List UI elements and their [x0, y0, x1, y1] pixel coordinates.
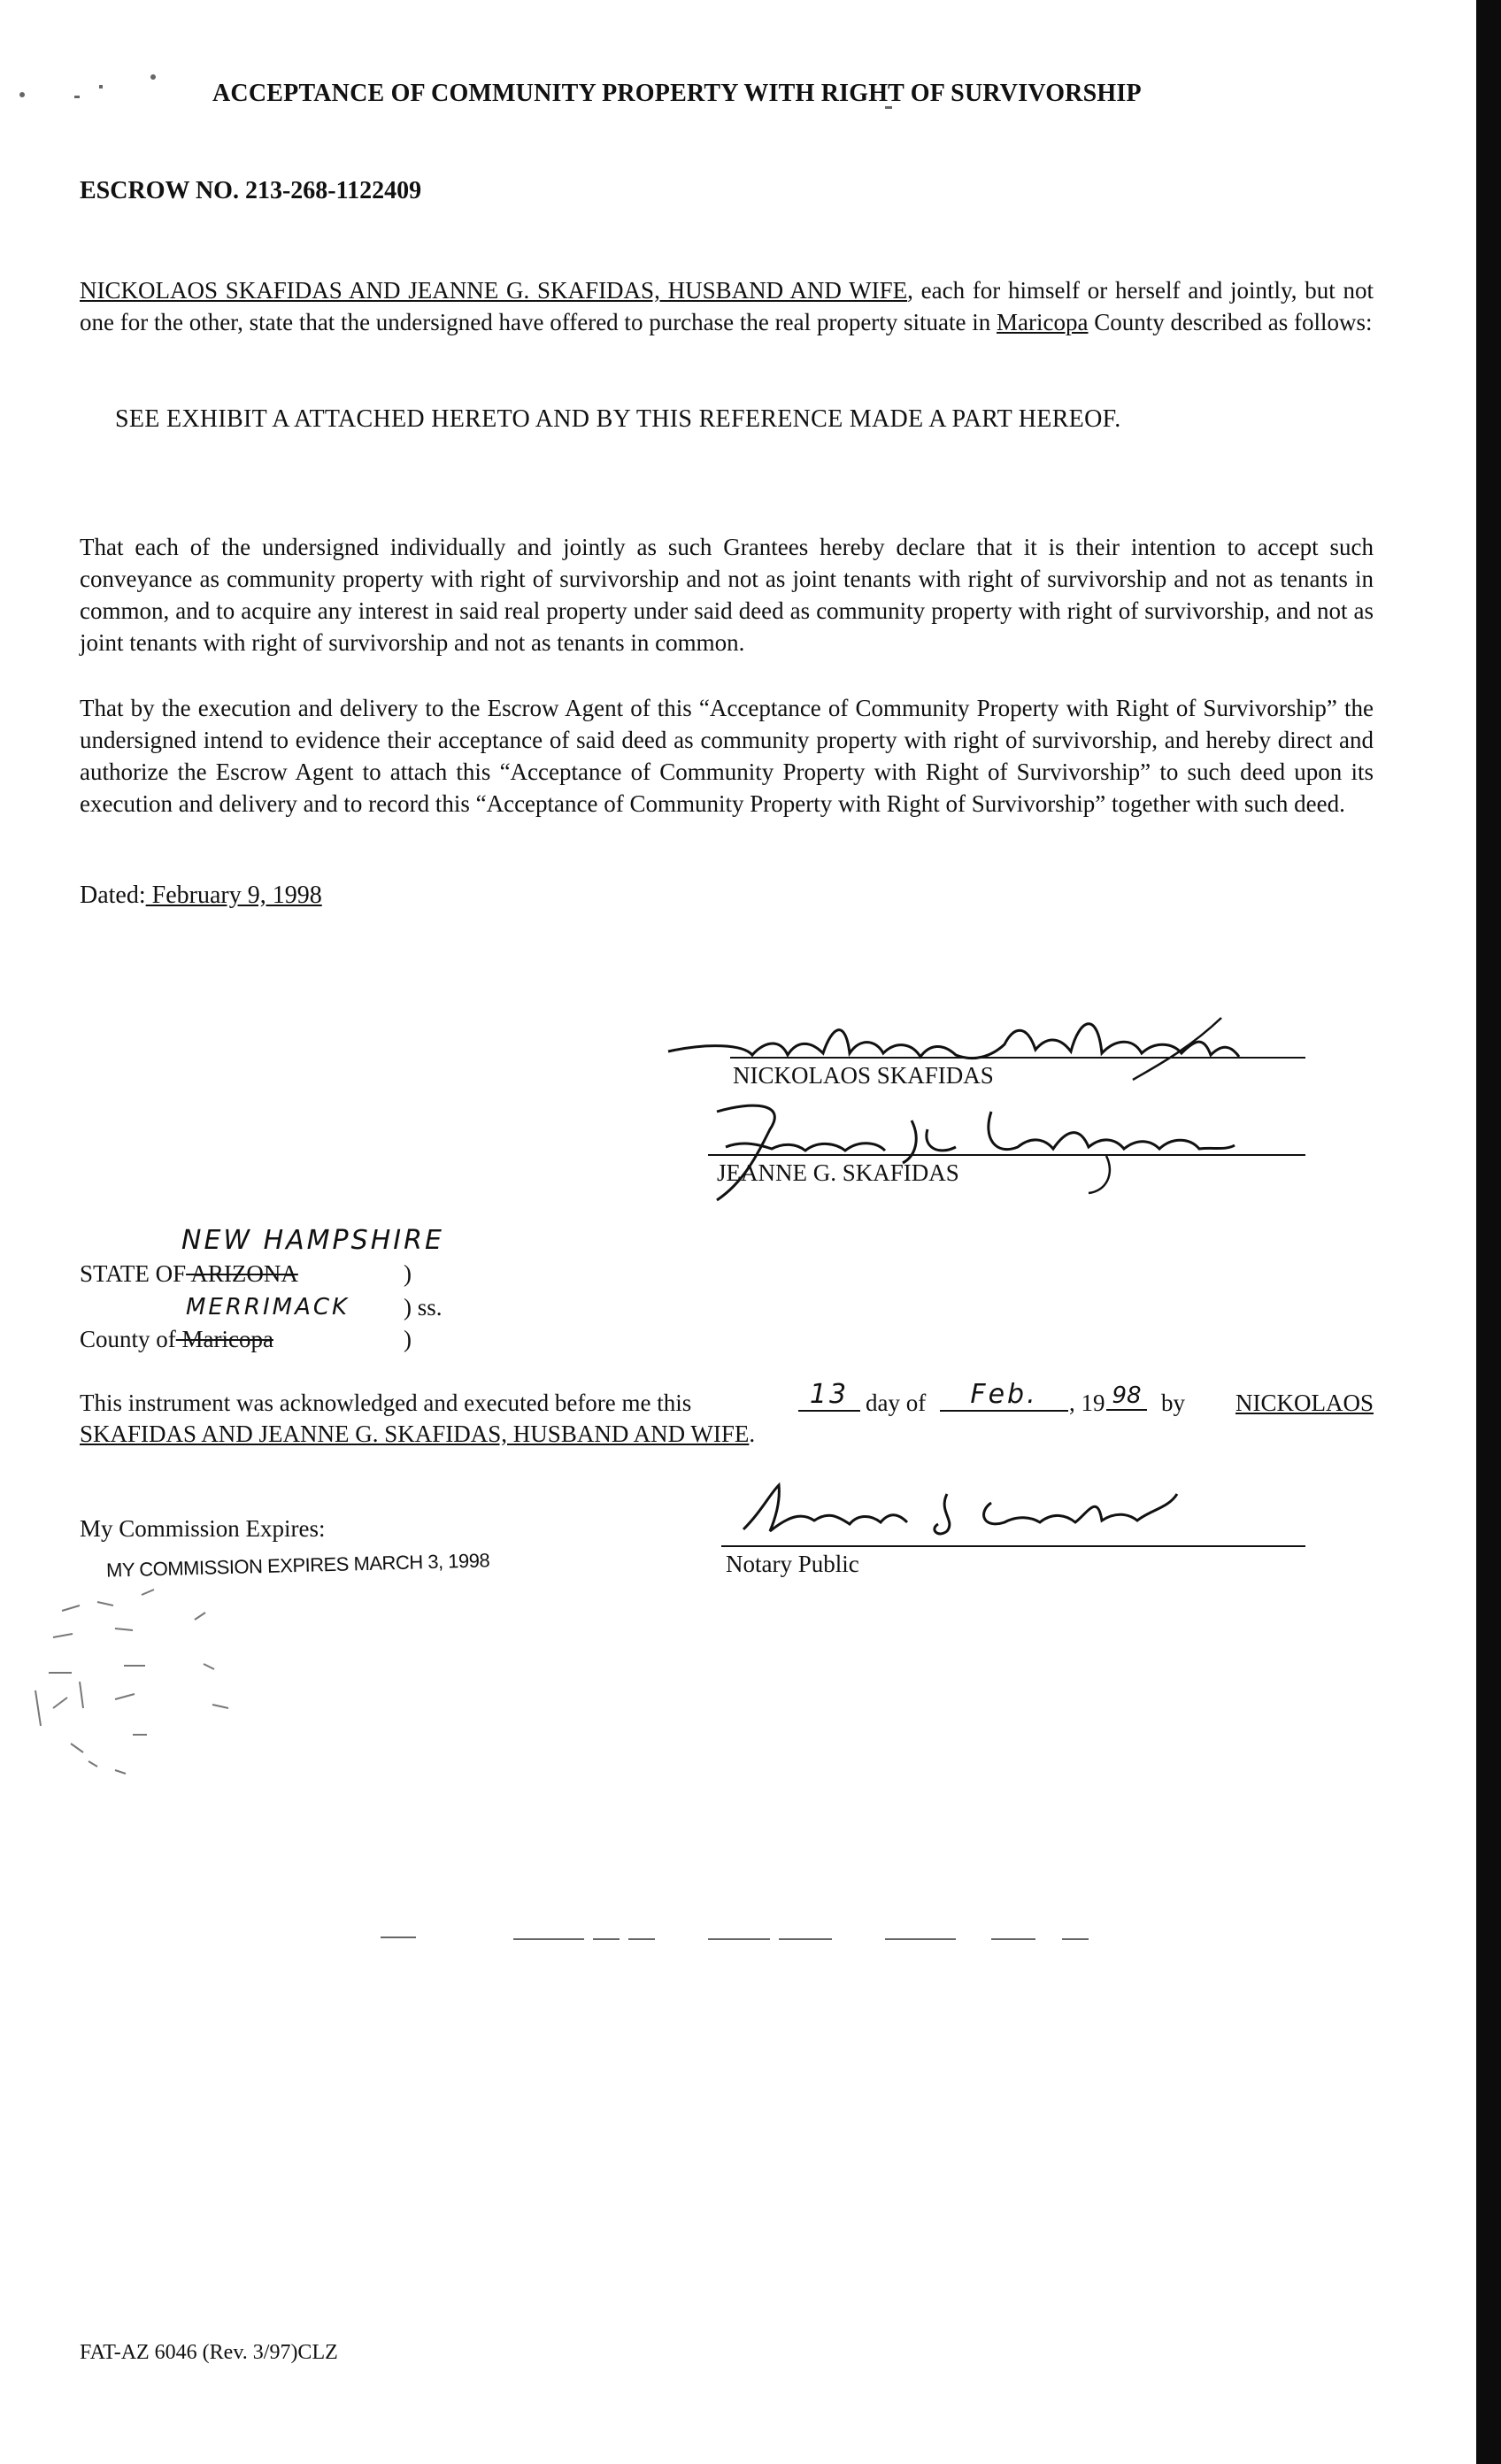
commission-stamp: MY COMMISSION EXPIRES MARCH 3, 1998 [105, 1549, 490, 1582]
intro-text: , each for himself or herself and jointly, but not one for the other, state that the undersigned have offered to purchase the real property situate in [80, 277, 1374, 335]
ack-names-1: NICKOLAOS [1235, 1390, 1374, 1416]
ack-names-2: SKAFIDAS AND JEANNE G. SKAFIDAS, HUSBAND AND WIFE [80, 1421, 750, 1447]
ack-year: 98 [1106, 1382, 1147, 1411]
signature-line-2 [708, 1154, 1305, 1156]
scan-edge-bar [1476, 0, 1501, 2464]
county-name: Maricopa [997, 309, 1089, 335]
ack-day-label: day of [866, 1390, 927, 1416]
ack-month: Feb. [940, 1379, 1068, 1412]
state-struck: ARIZONA [186, 1260, 298, 1287]
intro-paragraph [80, 274, 1374, 338]
ack-year-prefix: , 19 [1069, 1390, 1105, 1416]
intention-paragraph: That each of the undersigned individually and jointly as such Grantees hereby declare that it is their intention to accept such conveyance as community property with right of survivorship and not as joint tenants with right of survivorship and not as tenants in common, and to acquire any interest in said real property under said deed as community property with right of survivorship, and not as joint tenants with right of survivorship and not as tenants in common. [80, 534, 1374, 656]
county-bracket: ) [404, 1326, 412, 1352]
commission-label: My Commission Expires: [80, 1515, 326, 1542]
state-handwritten: NEW HAMPSHIRE [181, 1225, 444, 1256]
form-code: FAT-AZ 6046 (Rev. 3/97)CLZ [80, 2341, 338, 2364]
county-line [80, 1326, 273, 1353]
state-label: STATE OF [80, 1260, 187, 1287]
notary-label: Notary Public [726, 1551, 859, 1577]
exhibit-reference: SEE EXHIBIT A ATTACHED HERETO AND BY THIS REFERENCE MADE A PART HEREOF. [115, 405, 1121, 433]
county-label: County of [80, 1326, 176, 1352]
grantee-names: NICKOLAOS SKAFIDAS AND JEANNE G. SKAFIDAS, HUSBAND AND WIFE [80, 277, 908, 304]
escrow-number: ESCROW NO. 213-268-1122409 [80, 177, 422, 204]
county-struck: Maricopa [175, 1326, 273, 1352]
dated-value: February 9, 1998 [145, 882, 322, 909]
county-handwritten: MERRIMACK [186, 1294, 350, 1321]
signer1-name: NICKOLAOS SKAFIDAS [733, 1062, 994, 1089]
intro-end: County described as follows: [1088, 309, 1373, 335]
document-title: ACCEPTANCE OF COMMUNITY PROPERTY WITH RIGHT OF SURVIVORSHIP [212, 80, 1142, 107]
dated-label: Dated: [80, 882, 146, 909]
notary-seal-remnant [27, 1584, 292, 1797]
notary-signature-line [721, 1545, 1305, 1547]
notary-signature [726, 1476, 1186, 1547]
execution-paragraph: That by the execution and delivery to the Escrow Agent of this “Acceptance of Community Property with Right of Survivorship” the undersigned intend to evidence their acceptance of said deed as community property with right of survivorship, and hereby direct and authorize the Escrow Agent to attach this “Acceptance of Community Property with Right of Survivorship” to such deed upon its execution and delivery and to record this “Acceptance of Community Property with Right of Survivorship” together with such deed. [80, 695, 1374, 817]
state-line [80, 1260, 298, 1288]
ack-by-label: by [1161, 1390, 1185, 1416]
dated-line [80, 882, 322, 910]
ack-text: This instrument was acknowledged and executed before me this [80, 1390, 692, 1416]
signature-jeanne [690, 1094, 1257, 1209]
ss-marker: ) ss. [404, 1294, 443, 1321]
signature-line-1 [730, 1057, 1305, 1059]
ack-names-2-line [80, 1421, 755, 1448]
ack-day: 13 [798, 1379, 860, 1412]
state-bracket: ) [404, 1260, 412, 1287]
ack-end: . [749, 1421, 756, 1447]
signer2-name: JEANNE G. SKAFIDAS [717, 1159, 959, 1186]
